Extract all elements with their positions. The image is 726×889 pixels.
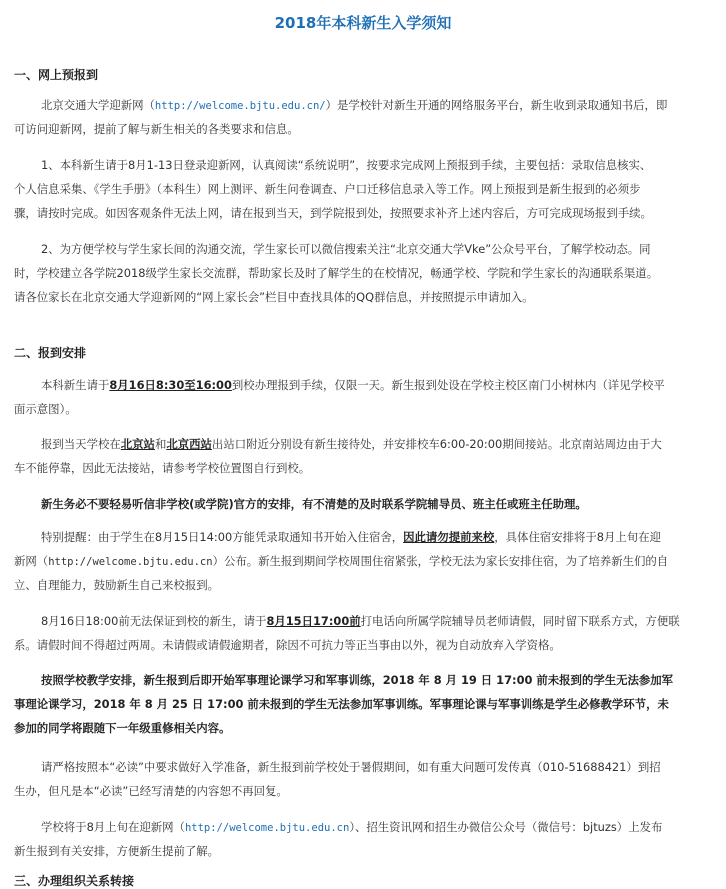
paragraph-welcome-site: 北京交通大学迎新网（http://welcome.bjtu.edu.cn/）是学校针对新生开通的网络服务平台，新生收到录取通知书后，即 可访问迎新网，提前了解与新生相关的各类要求和信息。: [14, 98, 668, 136]
paragraph-military-training: 按照学校教学安排，新生报到后即开始军事理论课学习和军事训练，2018 年 8 月 19 日 17:00 前未报到的学生无法参加军 事理论课学习，2018 年 8 月 25 日 17:00 前未报到的学生无法参加军事训练。军事理论课与军事训练是学生必修教学环节，未 参加的同学将跟随下一年级重修相关内容。: [14, 673, 674, 735]
paragraph-registration-time: 本科新生请于8月16日8:30至16:00到校办理报到手续，仅限一天。新生报到处设在学校主校区南门小树林内（详见学校平 面示意图）。: [14, 378, 665, 416]
paragraph-online-pre-registration: 1、本科新生请于8月1-13日登录迎新网，认真阅读“系统说明”，按要求完成网上预报到手续，主要包括：录取信息核实、 个人信息采集、《学生手册》（本科生）网上测评、新生问卷调查、户口迁移信息录入等工作。网上预报到是新生报到的必须步 骤，请按时完成。如因客观条件无法上网，请在报到当天，到学院报到处，按照要求补齐上述内容后，方可完成现场报到手续。: [14, 158, 652, 220]
paragraph-special-reminder: 特别提醒：由于学生在8月15日14:00方能凭录取通知书开始入住宿舍，因此请勿提前来校，具体住宿安排将于8月上旬在迎 新网（http://welcome.bjtu.edu.cn）公布。新生报到期间学校周围住宿紧张，学校无法为家长安排住宿，为了培养新生们的自 立、自理能力，鼓励新生自己来校报到。: [14, 530, 669, 592]
paragraph-arrangement-release: 学校将于8月上旬在迎新网（http://welcome.bjtu.edu.cn）、招生资讯网和招生办微信公众号（微信号：bjtuzs）上发布 新生报到有关安排，方便新生提前了解。: [14, 820, 663, 858]
paragraph-station-pickup: 报到当天学校在北京站和北京西站出站口附近分别设有新生接待处，并安排校车6:00-20:00期间接站。北京南站周边由于大 车不能停靠，因此无法接站，请参考学校位置图自行到校。: [14, 437, 662, 475]
paragraph-parents-contact: 2、为方便学校与学生家长间的沟通交流，学生家长可以微信搜索关注“北京交通大学Vke”公众号平台，了解学校动态。同 时，学校建立各学院2018级学生家长交流群，帮助家长及时了解学生的在校情况，畅通学校、学院和学生家长的沟通联系渠道。 请各位家长在北京交通大学迎新网的“网上家长会”栏目中查找具体的QQ群信息，并按照提示申请加入。: [14, 242, 659, 304]
page-title: 2018年本科新生入学须知: [274, 14, 452, 32]
section-heading-online-registration: 一、网上预报到: [14, 68, 99, 82]
welcome-site-link[interactable]: http://welcome.bjtu.edu.cn/: [154, 100, 326, 112]
paragraph-official-arrangement-warning: 新生务必不要轻易听信非学校(或学院)官方的安排，有不清楚的及时联系学院辅导员、班主任或班主任助理。: [41, 497, 587, 511]
paragraph-fax-notice: 请严格按照本“必读”中要求做好入学准备，新生报到前学校处于暑假期间，如有重大问题可发传真（010-51688421）到招 生办，但凡是本“必读”已经写清楚的内容恕不再回复。: [14, 760, 661, 798]
section-heading-registration-arrangement: 二、报到安排: [14, 346, 87, 360]
paragraph-leave-request: 8月16日18:00前无法保证到校的新生，请于8月15日17:00前打电话向所属学院辅导员老师请假，同时留下联系方式，方便联 系。请假时间不得超过两周。未请假或请假逾期者，除因不可抗力等正当事由以外，视为自动放弃入学资格。: [14, 614, 680, 652]
welcome-site-url-text: http://welcome.bjtu.edu.cn: [48, 556, 213, 568]
section-heading-organization-transfer: 三、办理组织关系转接: [14, 874, 135, 888]
welcome-site-link-2[interactable]: http://welcome.bjtu.edu.cn: [184, 822, 350, 834]
